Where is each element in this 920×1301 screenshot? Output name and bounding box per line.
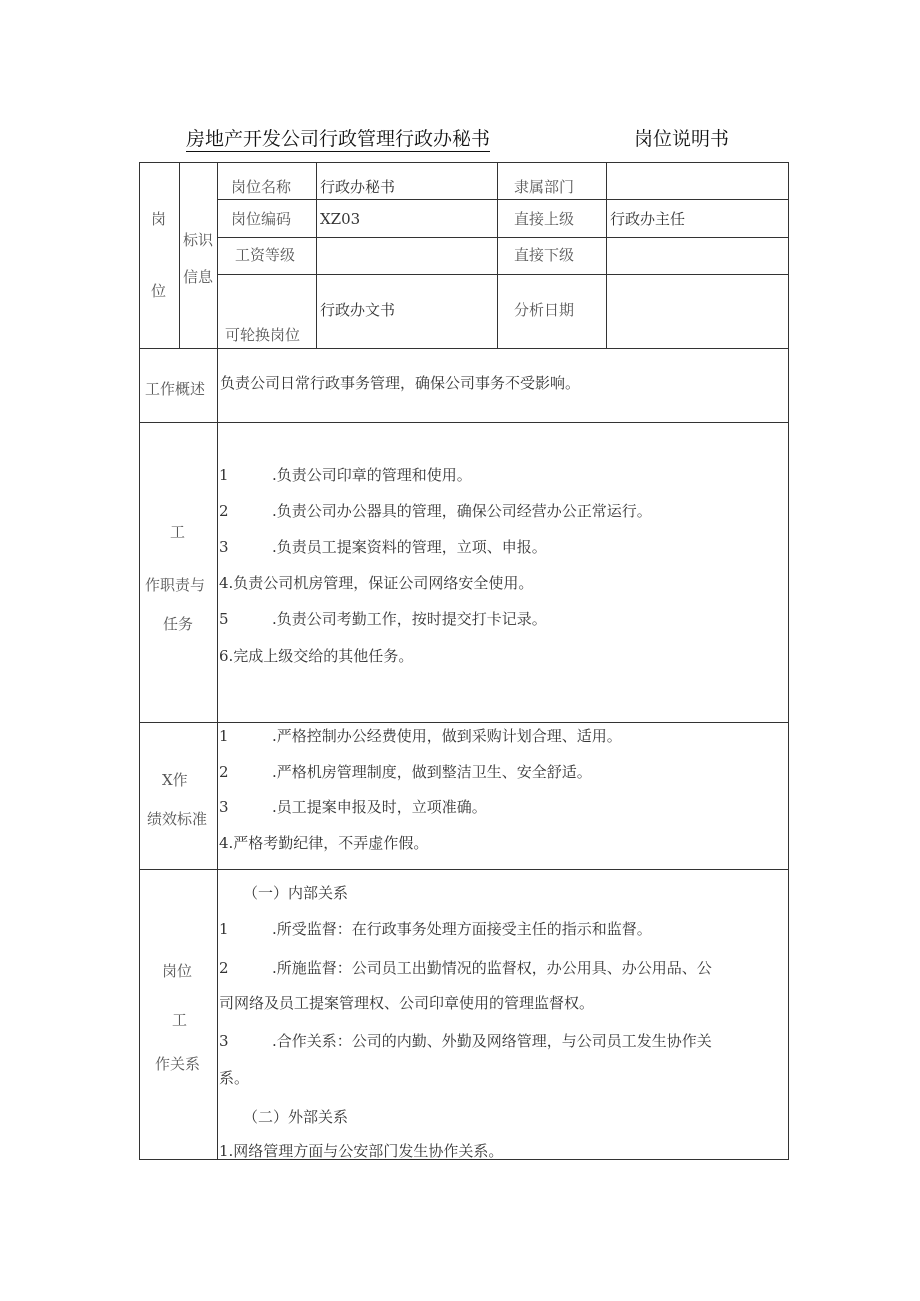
performance-item: .员工提案申报及时，立项准确。 xyxy=(272,798,487,816)
position-name-label: 岗位名称 xyxy=(231,178,292,196)
performance-label: 绩效标准 xyxy=(147,810,208,828)
duty-item: 6.完成上级交给的其他任务。 xyxy=(219,647,414,665)
divider xyxy=(217,237,789,238)
position-code-label: 岗位编码 xyxy=(231,210,292,228)
internal-relations-heading: （一）内部关系 xyxy=(243,884,349,902)
overview-text: 负责公司日常行政事务管理，确保公司事务不受影响。 xyxy=(220,374,581,392)
divider xyxy=(217,274,789,275)
group-label: 信息 xyxy=(183,268,214,286)
divider xyxy=(217,199,789,200)
relations-label: 工 xyxy=(172,1011,188,1029)
list-item-number: 3 xyxy=(219,1032,229,1050)
divider xyxy=(179,162,180,348)
duty-item: .负责公司印章的管理和使用。 xyxy=(272,466,472,484)
divider xyxy=(139,422,789,423)
external-relations-heading: （二）外部关系 xyxy=(243,1108,349,1126)
relation-item: 系。 xyxy=(219,1069,250,1087)
relation-item: .所受监督：在行政事务处理方面接受主任的指示和监督。 xyxy=(272,920,652,938)
direct-superior-label: 直接上级 xyxy=(514,210,575,228)
document-title xyxy=(186,124,490,151)
direct-subordinate-label: 直接下级 xyxy=(514,246,575,264)
section-label: 位 xyxy=(151,282,167,300)
list-item-number: 1 xyxy=(219,727,229,745)
list-item-number: 1 xyxy=(219,920,229,938)
duty-item: .负责员工提案资料的管理，立项、申报。 xyxy=(272,538,547,556)
list-item-number: 3 xyxy=(219,538,229,556)
section-label: 岗 xyxy=(151,210,167,228)
document-title-main: 房地产开发公司行政管理行政办秘书 xyxy=(186,128,491,150)
duties-label: 工 xyxy=(170,523,186,541)
divider xyxy=(139,869,789,870)
duty-item: .负责公司办公器具的管理，确保公司经营办公正常运行。 xyxy=(272,502,652,520)
relations-label: 岗位 xyxy=(162,962,193,980)
rotation-label: 可轮换岗位 xyxy=(225,326,301,344)
document-title-sub: 岗位说明书 xyxy=(634,128,730,150)
position-code-value: XZ03 xyxy=(320,210,361,228)
performance-item: .严格控制办公经费使用，做到采购计划合理、适用。 xyxy=(272,727,622,745)
performance-item: 4.严格考勤纪律，不弄虚作假。 xyxy=(219,834,429,852)
duty-item: 4.负责公司机房管理，保证公司网络安全使用。 xyxy=(219,574,534,592)
analysis-date-label: 分析日期 xyxy=(514,301,575,319)
relations-label: 作关系 xyxy=(155,1055,201,1073)
rotation-value: 行政办文书 xyxy=(320,301,396,319)
divider xyxy=(316,162,317,348)
department-label: 隶属部门 xyxy=(514,178,575,196)
list-item-number: 1 xyxy=(219,466,229,484)
salary-grade-label: 工资等级 xyxy=(235,246,296,264)
list-item-number: 2 xyxy=(219,959,229,977)
direct-superior-value: 行政办主任 xyxy=(610,210,686,228)
duties-label: 作职责与 xyxy=(145,576,206,594)
duties-label: 任务 xyxy=(163,615,194,633)
divider xyxy=(497,162,498,348)
relation-item: .合作关系：公司的内勤、外勤及网络管理，与公司员工发生协作关 xyxy=(272,1032,712,1050)
performance-item: .严格机房管理制度，做到整洁卫生、安全舒适。 xyxy=(272,763,592,781)
divider xyxy=(217,162,218,1160)
list-item-number: 2 xyxy=(219,502,229,520)
divider xyxy=(606,162,607,348)
overview-label: 工作概述 xyxy=(145,380,206,398)
divider xyxy=(139,722,789,723)
duty-item: .负责公司考勤工作，按时提交打卡记录。 xyxy=(272,610,547,628)
performance-label: X作 xyxy=(162,771,188,789)
relation-item: 1.网络管理方面与公安部门发生协作关系。 xyxy=(219,1142,504,1160)
relation-item: 司网络及员工提案管理权、公司印章使用的管理监督权。 xyxy=(219,994,595,1012)
position-name-value: 行政办秘书 xyxy=(320,178,396,196)
relation-item: .所施监督：公司员工出勤情况的监督权，办公用具、办公用品、公 xyxy=(272,959,712,977)
list-item-number: 2 xyxy=(219,763,229,781)
divider xyxy=(139,348,789,349)
list-item-number: 3 xyxy=(219,798,229,816)
list-item-number: 5 xyxy=(219,610,229,628)
group-label: 标识 xyxy=(183,231,214,249)
